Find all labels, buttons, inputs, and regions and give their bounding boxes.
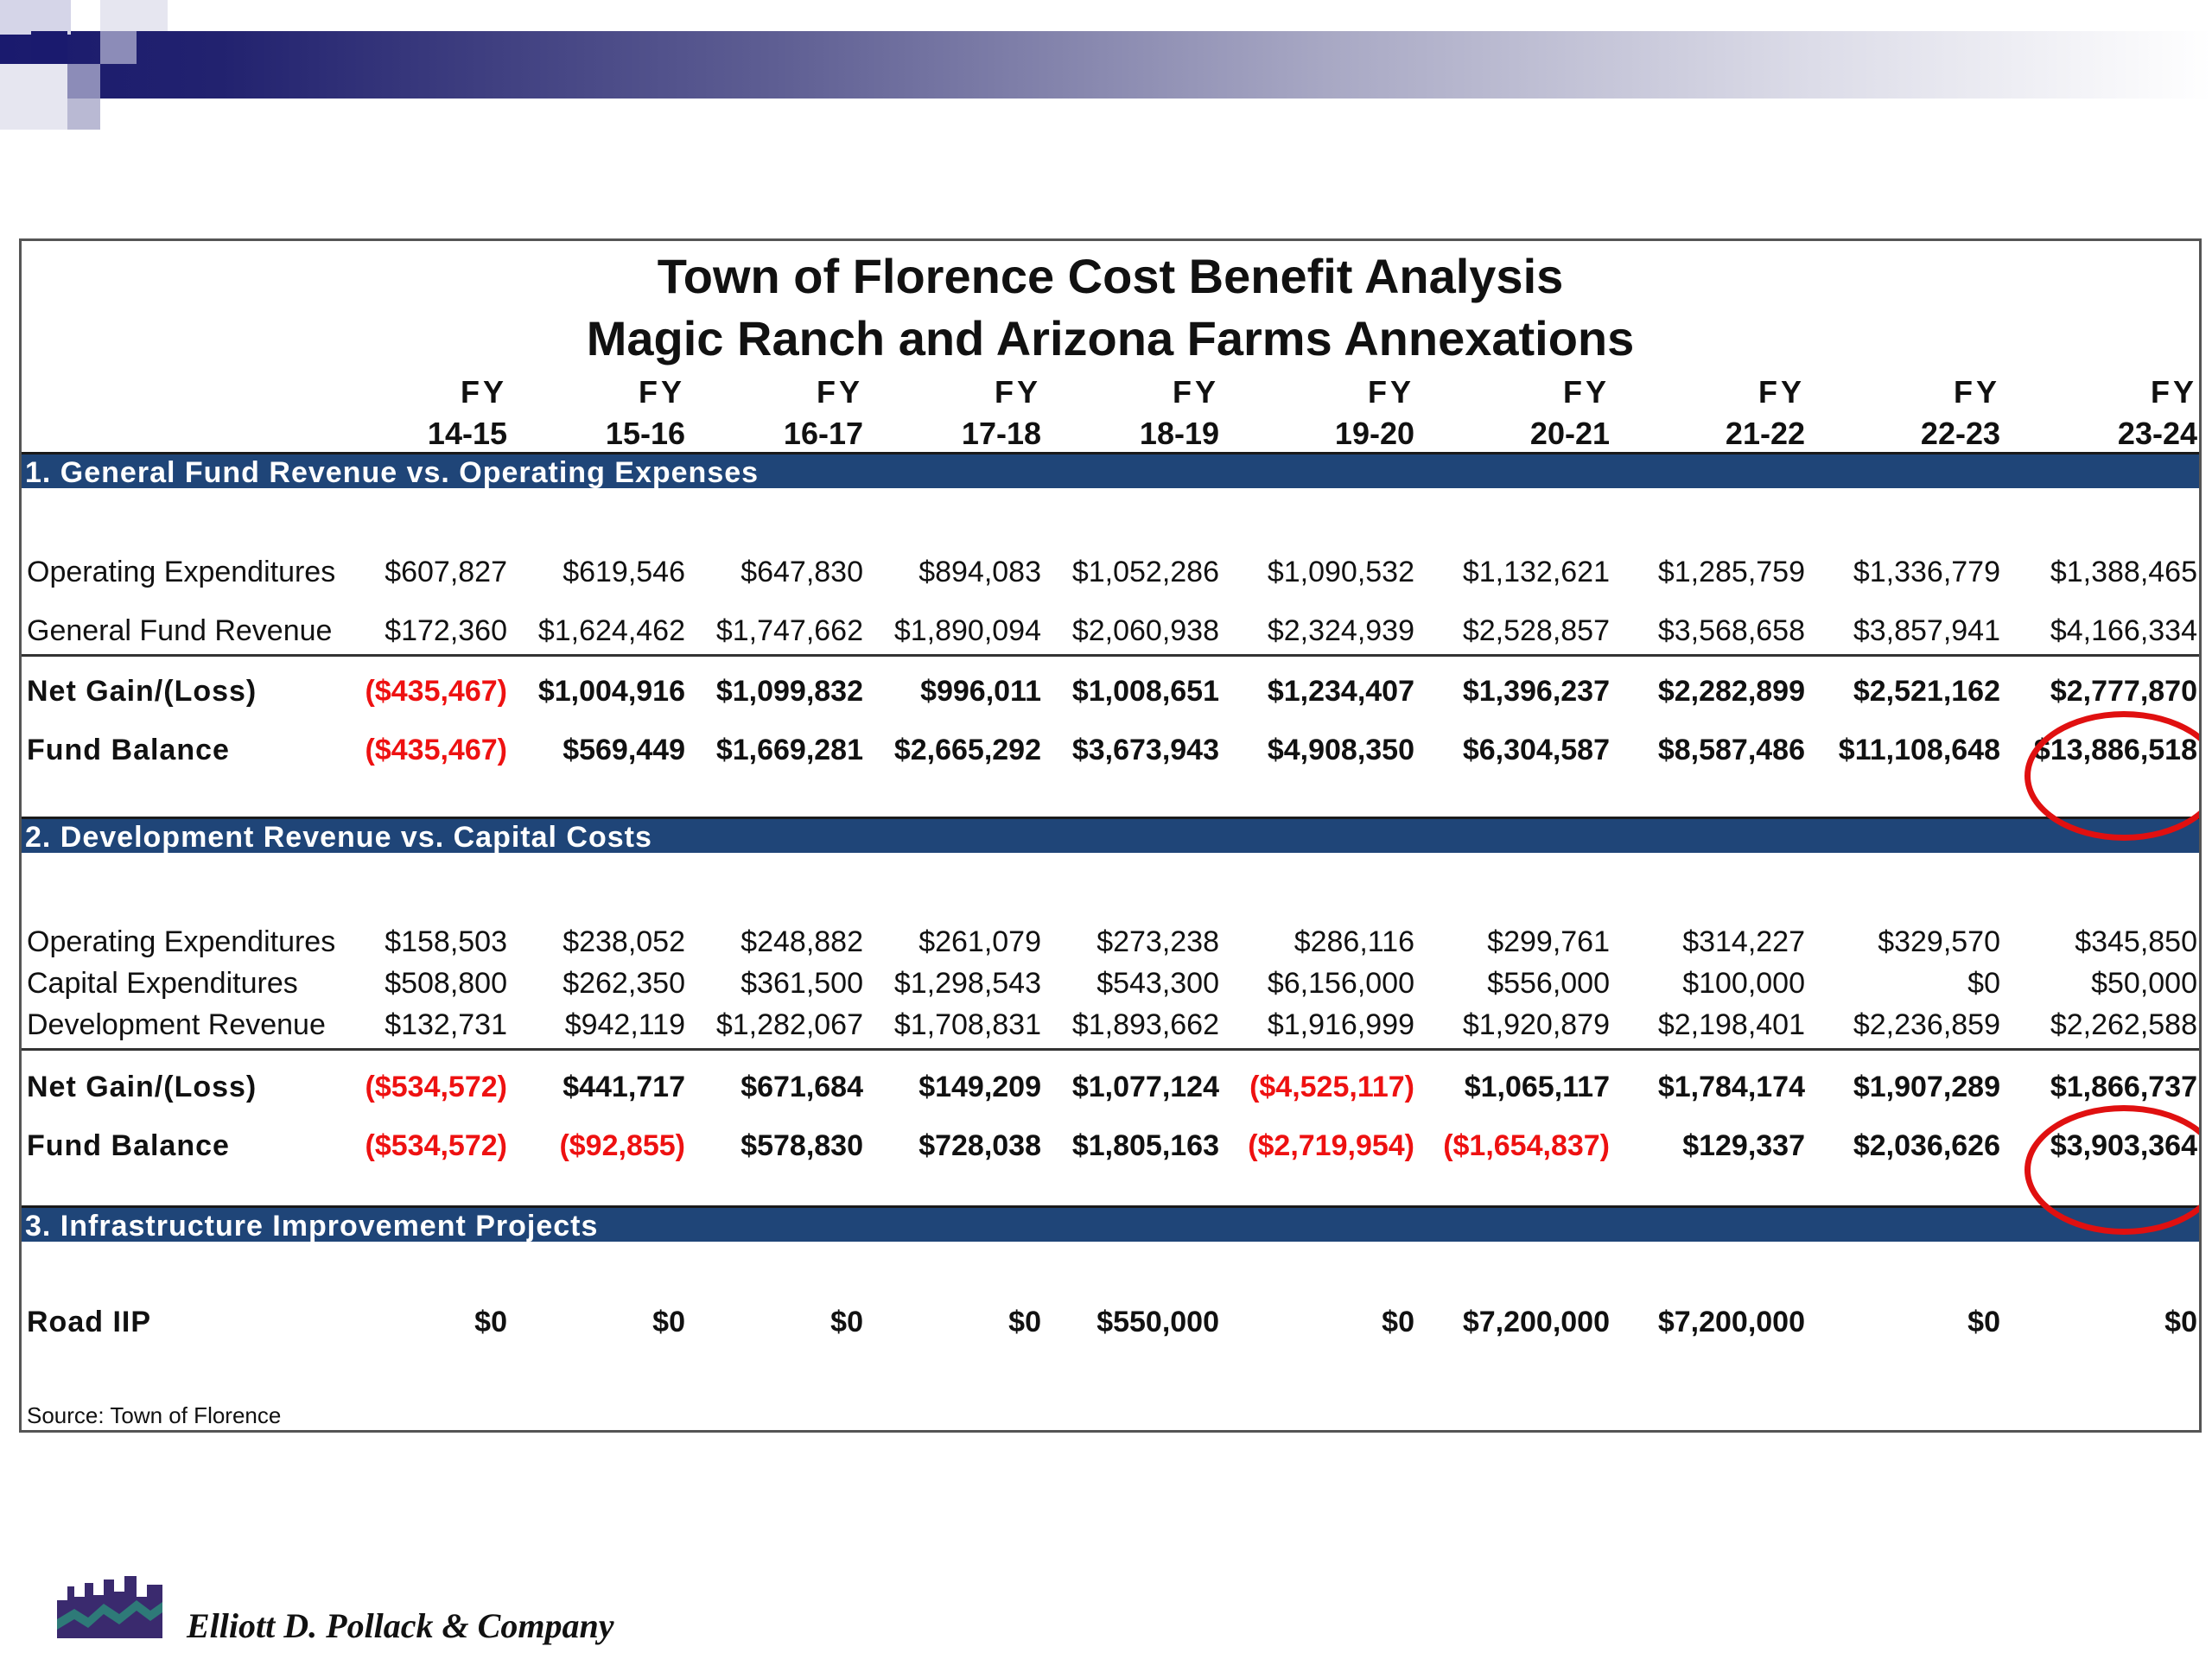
company-name: Elliott D. Pollack & Company: [187, 1606, 614, 1645]
fy-year-label: 17-18: [961, 416, 1041, 451]
table-cell: $894,083: [918, 556, 1041, 588]
header-gradient-band: [0, 31, 2212, 99]
table-cell: $4,908,350: [1267, 734, 1414, 766]
table-cell: $1,077,124: [1071, 1071, 1219, 1103]
table-cell: $569,449: [563, 734, 685, 766]
table-cell: $299,761: [1487, 925, 1610, 958]
table-cell: $314,227: [1682, 925, 1805, 958]
table-cell: $2,528,857: [1462, 614, 1610, 647]
table-cell: $11,108,648: [1838, 734, 2000, 766]
fy-year-label: 19-20: [1334, 416, 1414, 451]
table-cell: $2,324,939: [1267, 614, 1414, 647]
cost-benefit-table: [19, 238, 2202, 1433]
table-cell: $158,503: [385, 925, 507, 958]
table-cell: $345,850: [2075, 925, 2197, 958]
table-cell: $3,903,364: [2050, 1129, 2197, 1162]
table-cell: $1,893,662: [1071, 1008, 1219, 1041]
table-cell: $1,396,237: [1462, 675, 1610, 708]
table-cell: ($1,654,837): [1443, 1129, 1610, 1162]
table-cell: $1,388,465: [2050, 556, 2197, 588]
table-cell: $7,200,000: [1657, 1306, 1805, 1338]
table-cell: $7,200,000: [1462, 1306, 1610, 1338]
table-cell: $543,300: [1096, 967, 1219, 1000]
fy-year-label: 20-21: [1529, 416, 1610, 451]
table-cell: $261,079: [918, 925, 1041, 958]
fy-label: FY: [1172, 374, 1219, 410]
table-cell: $3,568,658: [1657, 614, 1805, 647]
section-header: 2. Development Revenue vs. Capital Costs: [22, 817, 2199, 853]
row-label: Net Gain/(Loss): [27, 675, 257, 708]
table-cell: $3,673,943: [1071, 734, 1219, 766]
table-cell: $1,090,532: [1267, 556, 1414, 588]
table-cell: $2,521,162: [1853, 675, 2000, 708]
table-cell: $2,036,626: [1853, 1129, 2000, 1162]
table-cell: $1,132,621: [1462, 556, 1610, 588]
table-cell: $2,198,401: [1657, 1008, 1805, 1041]
fy-year-label: 23-24: [2117, 416, 2197, 451]
table-cell: $1,336,779: [1853, 556, 2000, 588]
table-cell: $619,546: [563, 556, 685, 588]
table-cell: $728,038: [918, 1129, 1041, 1162]
row-label: Development Revenue: [27, 1008, 326, 1041]
table-cell: $329,570: [1878, 925, 2000, 958]
header-decor-square: [100, 31, 137, 64]
fy-label: FY: [1562, 374, 1610, 410]
table-cell: $132,731: [385, 1008, 507, 1041]
table-cell: $942,119: [564, 1008, 685, 1041]
table-cell: $286,116: [1294, 925, 1414, 958]
table-cell: $1,890,094: [893, 614, 1041, 647]
table-title: Town of Florence Cost Benefit Analysis: [657, 249, 1564, 303]
table-cell: $248,882: [741, 925, 863, 958]
table-cell: $1,866,737: [2050, 1071, 2197, 1103]
table-cell: $149,209: [918, 1071, 1041, 1103]
table-cell: $607,827: [385, 556, 507, 588]
table-cell: ($2,719,954): [1248, 1129, 1414, 1162]
fy-year-label: 18-19: [1139, 416, 1219, 451]
table-cell: ($4,525,117): [1249, 1071, 1414, 1103]
header-decor-square: [67, 99, 100, 130]
header-decor-square: [100, 0, 168, 31]
table-cell: $129,337: [1682, 1129, 1805, 1162]
table-cell: $671,684: [741, 1071, 863, 1103]
table-cell: $1,907,289: [1853, 1071, 2000, 1103]
fy-year-label: 14-15: [427, 416, 507, 451]
section-header: 3. Infrastructure Improvement Projects: [22, 1205, 2199, 1242]
table-cell: $0: [474, 1306, 507, 1338]
fy-label: FY: [994, 374, 1041, 410]
row-divider: [22, 654, 2199, 657]
table-cell: $3,857,941: [1853, 614, 2000, 647]
fy-year-label: 16-17: [783, 416, 863, 451]
table-cell: $6,304,587: [1462, 734, 1610, 766]
fy-label: FY: [638, 374, 685, 410]
table-cell: $2,665,292: [893, 734, 1041, 766]
table-cell: $1,669,281: [715, 734, 863, 766]
table-cell: $1,805,163: [1071, 1129, 1219, 1162]
table-cell: $1,052,286: [1071, 556, 1219, 588]
row-divider: [22, 1048, 2199, 1051]
table-cell: $172,360: [385, 614, 507, 647]
fy-label: FY: [816, 374, 863, 410]
table-cell: $4,166,334: [2050, 614, 2197, 647]
table-cell: $13,886,518: [2033, 734, 2197, 766]
table-cell: ($534,572): [365, 1071, 507, 1103]
table-cell: $1,285,759: [1657, 556, 1805, 588]
table-cell: $100,000: [1682, 967, 1805, 1000]
table-cell: $2,236,859: [1853, 1008, 2000, 1041]
table-cell: $556,000: [1487, 967, 1610, 1000]
section-header: 1. General Fund Revenue vs. Operating Expenses: [22, 452, 2199, 488]
table-cell: $273,238: [1096, 925, 1219, 958]
table-cell: $996,011: [920, 675, 1041, 708]
table-cell: $1,624,462: [537, 614, 685, 647]
table-cell: ($435,467): [365, 675, 507, 708]
table-cell: $1,916,999: [1267, 1008, 1414, 1041]
table-cell: $2,262,588: [2050, 1008, 2197, 1041]
table-cell: $361,500: [741, 967, 863, 1000]
row-label: Capital Expenditures: [27, 967, 298, 1000]
table-cell: $0: [1967, 967, 2000, 1000]
table-cell: $578,830: [741, 1129, 863, 1162]
table-cell: $2,282,899: [1657, 675, 1805, 708]
table-cell: $8,587,486: [1657, 734, 1805, 766]
table-cell: $238,052: [563, 925, 685, 958]
table-cell: ($435,467): [365, 734, 507, 766]
table-cell: $1,065,117: [1464, 1071, 1610, 1103]
table-cell: $0: [1008, 1306, 1041, 1338]
table-cell: $1,298,543: [893, 967, 1041, 1000]
table-cell: $0: [1382, 1306, 1414, 1338]
table-cell: $647,830: [741, 556, 863, 588]
fy-label: FY: [1367, 374, 1414, 410]
row-label: Road IIP: [27, 1306, 152, 1338]
table-cell: $0: [2164, 1306, 2197, 1338]
row-label: General Fund Revenue: [27, 614, 333, 647]
row-label: Fund Balance: [27, 1129, 230, 1162]
fy-label: FY: [460, 374, 507, 410]
table-cell: $1,234,407: [1267, 675, 1414, 708]
table-cell: $0: [830, 1306, 863, 1338]
fy-year-label: 15-16: [605, 416, 685, 451]
company-logo-icon: [54, 1571, 166, 1642]
table-cell: $50,000: [2091, 967, 2197, 1000]
table-cell: ($92,855): [559, 1129, 685, 1162]
header-decor-square: [0, 64, 67, 130]
table-cell: $6,156,000: [1267, 967, 1414, 1000]
fy-label: FY: [1758, 374, 1805, 410]
row-label: Net Gain/(Loss): [27, 1071, 257, 1103]
fy-year-label: 21-22: [1725, 416, 1805, 451]
table-cell: $1,282,067: [715, 1008, 863, 1041]
table-cell: $1,708,831: [893, 1008, 1041, 1041]
table-cell: $1,004,916: [537, 675, 685, 708]
source-note: Source: Town of Florence: [27, 1402, 282, 1428]
table-cell: $2,060,938: [1071, 614, 1219, 647]
row-label: Operating Expenditures: [27, 556, 336, 588]
header-decor-square: [67, 64, 100, 99]
table-cell: $1,920,879: [1462, 1008, 1610, 1041]
table-cell: $2,777,870: [2050, 675, 2197, 708]
fy-label: FY: [1953, 374, 2000, 410]
header-decor-square: [0, 0, 71, 35]
table-cell: $508,800: [385, 967, 507, 1000]
row-label: Fund Balance: [27, 734, 230, 766]
header-decor-square: [31, 31, 67, 64]
table-subtitle: Magic Ranch and Arizona Farms Annexations: [586, 311, 1635, 365]
table-cell: $1,784,174: [1657, 1071, 1805, 1103]
table-cell: $0: [652, 1306, 685, 1338]
fy-year-label: 22-23: [1920, 416, 2000, 451]
row-label: Operating Expenditures: [27, 925, 336, 958]
table-cell: $1,008,651: [1071, 675, 1219, 708]
table-cell: $1,099,832: [715, 675, 863, 708]
table-cell: $262,350: [563, 967, 685, 1000]
table-cell: ($534,572): [365, 1129, 507, 1162]
fy-label: FY: [2150, 374, 2197, 410]
table-cell: $1,747,662: [715, 614, 863, 647]
table-cell: $441,717: [563, 1071, 685, 1103]
table-cell: $550,000: [1096, 1306, 1219, 1338]
table-cell: $0: [1967, 1306, 2000, 1338]
